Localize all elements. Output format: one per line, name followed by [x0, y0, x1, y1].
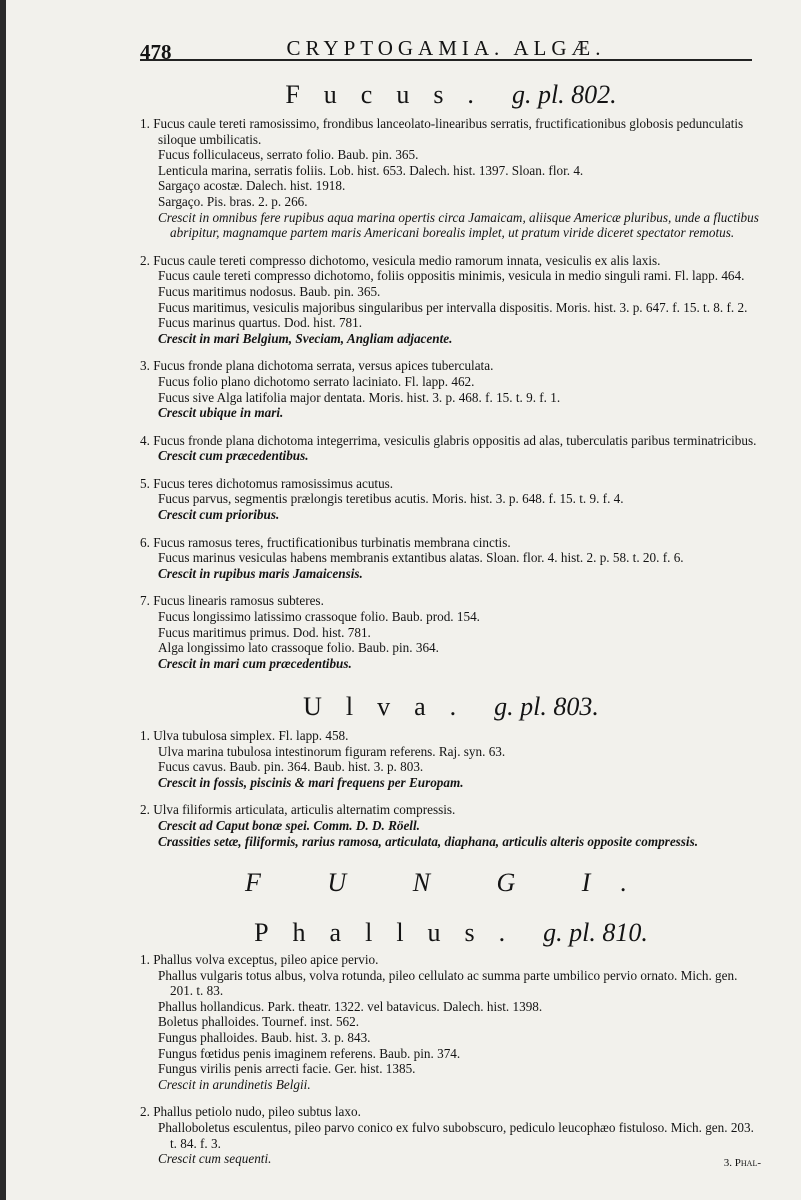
description-note: Crassities setæ, filiformis, rarius ramosa, articulata, diaphana, articulis alteris opposite compressis. [158, 833, 699, 849]
habitat-note: Crescit cum sequenti. [158, 1151, 272, 1167]
synonym: Boletus phalloides. Tournef. inst. 562. [158, 1014, 360, 1030]
synonym: Fucus cavus. Baub. pin. 364. Baub. hist. 3. p. 803. [158, 759, 424, 775]
synonym: Fucus sive Alga latifolia major dentata. Moris. hist. 3. p. 468. f. 15. t. 9. f. 1. [158, 389, 561, 405]
synonym: Fucus caule tereti compresso dichotomo, foliis oppositis minimis, vesicula in medio singuli rami. Fl. lapp. 464. [158, 268, 745, 284]
synonym-list [140, 147, 762, 241]
page-edge-shadow [0, 0, 6, 1200]
running-title: CRYPTOGAMIA. ALGÆ. [286, 36, 606, 60]
synonym: Phalloboletus esculentus, pileo parvo conico ex fulvo subobscuro, pediculo leucophæo fistuloso. Mich. gen. 203. t. 84. f. 3. [158, 1119, 754, 1151]
synonym-list [140, 550, 762, 581]
genus-heading-phallus: Phallus. g. pl. 810. [254, 918, 648, 947]
species-entry [140, 728, 762, 790]
running-head [140, 32, 752, 62]
synonym: Fucus folio plano dichotomo serrato laciniato. Fl. lapp. 462. [158, 373, 475, 389]
synonym: Fucus parvus, segmentis prælongis teretibus acutis. Moris. hist. 3. p. 648. f. 15. t. 9. f. 4. [158, 491, 624, 507]
synonym-list [140, 609, 762, 671]
species-entry [140, 535, 762, 582]
synonym: Alga longissimo lato crassoque folio. Baub. pin. 364. [158, 640, 439, 656]
genus-heading-ulva: Ulva. g. pl. 803. [303, 692, 599, 721]
habitat-note: Crescit in mari Belgium, Sveciam, Angliam adjacente. [158, 330, 453, 346]
species-entry [140, 116, 762, 241]
synonym: Ulva marina tubulosa intestinorum figuram referens. Raj. syn. 63. [158, 743, 506, 759]
synonym-list [140, 448, 762, 464]
species-diagnosis: 3. Fucus fronde plana dichotoma serrata, versus apices tuberculata. [140, 358, 494, 374]
habitat-note: Crescit in rupibus maris Jamaicensis. [158, 565, 363, 581]
synonym-list [140, 374, 762, 421]
habitat-note: Crescit ad Caput bonæ spei. Comm. D. D. Röell. [158, 817, 420, 833]
habitat-note: Crescit ubique in mari. [158, 405, 284, 421]
phallus-species-list [140, 952, 762, 1179]
fucus-species-list [140, 116, 762, 683]
synonym: Sargaço acostæ. Dalech. hist. 1918. [158, 178, 346, 194]
habitat-note: Crescit cum præcedentibus. [158, 448, 309, 464]
synonym: Phallus hollandicus. Park. theatr. 1322. vel batavicus. Dalech. hist. 1398. [158, 998, 543, 1014]
synonym-list [140, 818, 762, 849]
synonym: Fungus fœtidus penis imaginem referens. Baub. pin. 374. [158, 1045, 461, 1061]
synonym: Sargaço. Pis. bras. 2. p. 266. [158, 193, 308, 209]
synonym: Fucus maritimus nodosus. Baub. pin. 365. [158, 283, 381, 299]
synonym: Fucus folliculaceus, serrato folio. Baub. pin. 365. [158, 147, 419, 163]
species-entry [140, 358, 762, 420]
species-diagnosis: 5. Fucus teres dichotomus ramosissimus acutus. [140, 475, 394, 491]
synonym: Fungus virilis penis arrecti facie. Ger. hist. 1385. [158, 1061, 416, 1077]
synonym: Phallus vulgaris totus albus, volva rotunda, pileo cellulato ac summa parte umbilico pervio ornato. Mich. gen. 201. t. 83. [158, 967, 738, 999]
species-diagnosis: 2. Fucus caule tereti compresso dichotomo, vesicula medio ramorum innata, vesiculis ex alis laxis. [140, 252, 661, 268]
synonym: Lenticula marina, serratis foliis. Lob. hist. 653. Dalech. hist. 1397. Sloan. flor. 4. [158, 162, 584, 178]
species-entry [140, 476, 762, 523]
genus-heading-fucus: Fucus. g. pl. 802. [285, 80, 617, 109]
habitat-note: Crescit cum prioribus. [158, 507, 280, 523]
habitat-note: Crescit in omnibus fere rupibus aqua marina opertis circa Jamaicam, aliisque Americæ pluribus, unde a fluctibus abripitur, magnamque partem maris Americani borealis implet, ut pratum viride diceret spectator remotus. [158, 209, 759, 241]
synonym-list [140, 268, 762, 346]
synonym: Fucus longissimo latissimo crassoque folio. Baub. prod. 154. [158, 609, 480, 625]
habitat-note: Crescit in arundinetis Belgii. [158, 1076, 311, 1092]
species-diagnosis: 1. Fucus caule tereti ramosissimo, frondibus lanceolato-linearibus serratis, fructificationibus globosis pedunculatis siloque umbilicatis. [140, 116, 744, 147]
synonym: Fucus marinus quartus. Dod. hist. 781. [158, 315, 363, 331]
species-entry [140, 802, 762, 849]
synonym-list [140, 1120, 762, 1167]
class-heading-fungi: F U N G I. [245, 868, 657, 897]
species-entry [140, 253, 762, 347]
species-diagnosis: 7. Fucus linearis ramosus subteres. [140, 593, 324, 609]
species-diagnosis: 4. Fucus fronde plana dichotoma integerrima, vesiculis glabris oppositis ad alas, tuberculatis paribus terminatricibus. [140, 432, 757, 448]
species-diagnosis: 2. Ulva filiformis articulata, articulis alternatim compressis. [140, 802, 456, 818]
synonym: Fungus phalloides. Baub. hist. 3. p. 843. [158, 1029, 371, 1045]
ulva-species-list [140, 728, 762, 861]
synonym: Fucus marinus vesiculas habens membranis extantibus alatas. Sloan. flor. 4. hist. 2. p. 58. t. 20. f. 6. [158, 550, 684, 566]
species-entry [140, 1104, 762, 1166]
habitat-note: Crescit in mari cum præcedentibus. [158, 655, 352, 671]
synonym-list [140, 491, 762, 522]
species-diagnosis: 1. Ulva tubulosa simplex. Fl. lapp. 458. [140, 728, 349, 743]
synonym-list [140, 744, 762, 791]
catchword: 3. Phal- [723, 1157, 761, 1169]
synonym: Fucus maritimus, vesiculis majoribus singularibus per intervalla dispositis. Moris. hist. 3. p. 647. f. 15. t. 8. f. 2. [158, 299, 748, 315]
species-diagnosis: 1. Phallus volva exceptus, pileo apice pervio. [140, 952, 379, 967]
synonym: Fucus maritimus primus. Dod. hist. 781. [158, 624, 371, 640]
habitat-note: Crescit in fossis, piscinis & mari frequens per Europam. [158, 774, 464, 790]
species-entry [140, 593, 762, 671]
species-diagnosis: 6. Fucus ramosus teres, fructificationibus turbinatis membrana cinctis. [140, 534, 511, 550]
synonym-list [140, 968, 762, 1093]
species-entry [140, 952, 762, 1092]
species-diagnosis: 2. Phallus petiolo nudo, pileo subtus laxo. [140, 1104, 361, 1120]
page-number: 478 [140, 40, 172, 64]
header-rule [140, 59, 752, 61]
species-entry [140, 433, 762, 464]
